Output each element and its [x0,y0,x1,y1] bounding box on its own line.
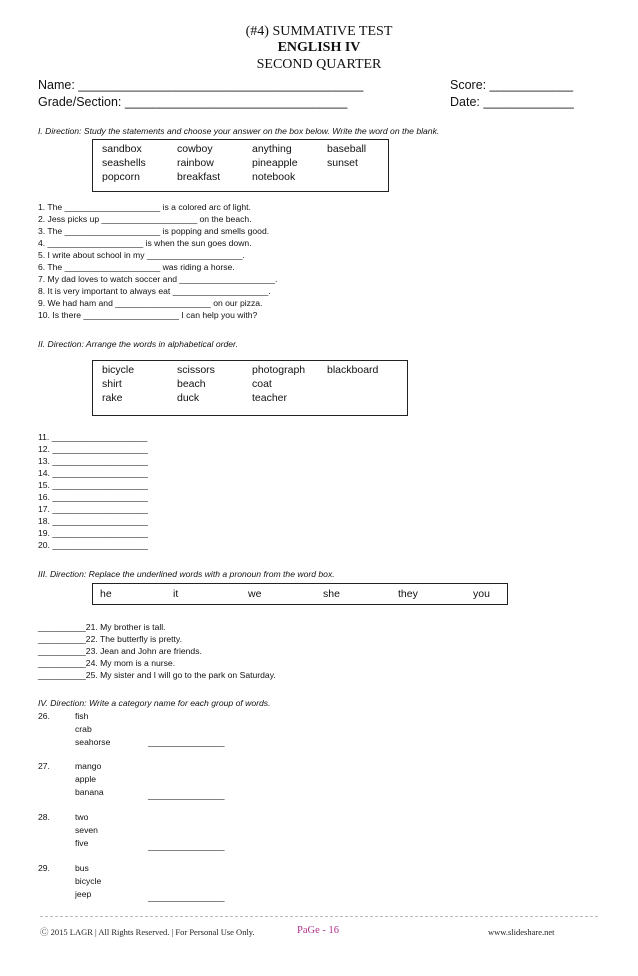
word-box-word: popcorn [102,171,140,183]
part1-direction: I. Direction: Study the statements and choose your answer on the box below. Write the word on the blank. [38,126,440,136]
question-item: __________22. The butterfly is pretty. [38,634,182,644]
word-box-word: beach [177,378,206,390]
word-box-word: teacher [252,392,288,404]
category-word: apple [75,774,97,784]
question-item: __________23. Jean and John are friends. [38,646,202,656]
word-box-word: blackboard [327,364,379,376]
category-word: five [75,838,89,848]
category-word: seven [75,825,98,835]
word-box-word: baseball [327,143,367,155]
answer-line: 11. ____________________ [38,432,148,442]
question-item: 5. I write about school in my ____________________. [38,250,245,260]
answer-line: 13. ____________________ [38,456,148,466]
answer-line: 19. ____________________ [38,528,148,538]
category-answer-blank: ________________ [148,790,225,800]
part1-word-box [92,139,389,192]
word-box-word: cowboy [177,143,213,155]
word-box-word: sandbox [102,143,142,155]
category-word: crab [75,724,92,734]
word-box-word: duck [177,392,200,404]
word-box-word: sunset [327,157,358,169]
word-box-word: scissors [177,364,215,376]
answer-line: 16. ____________________ [38,492,148,502]
word-box-word: seashells [102,157,146,169]
word-box-word: coat [252,378,272,390]
category-word: seahorse [75,737,111,747]
question-item: 2. Jess picks up ____________________ on the beach. [38,214,252,224]
category-word: mango [75,761,102,771]
subject-title: ENGLISH IV [277,40,361,55]
category-word: banana [75,787,104,797]
pronoun-word: he [100,588,112,600]
pronoun-word: they [398,588,418,600]
question-item: __________25. My sister and I will go to the park on Saturday. [38,670,276,680]
answer-line: 18. ____________________ [38,516,148,526]
footer-copyright: Ⓒ 2015 LAGR | All Rights Reserved. | For Personal Use Only. [40,927,255,937]
word-box-word: pineapple [252,157,298,169]
word-box-word: shirt [102,378,122,390]
question-item: 6. The ____________________ was riding a horse. [38,262,235,272]
question-item: 4. ____________________ is when the sun goes down. [38,238,252,248]
test-title: (#4) SUMMATIVE TEST [245,24,393,39]
word-box-word: anything [252,143,292,155]
part2-direction: II. Direction: Arrange the words in alphabetical order. [38,339,238,349]
footer-divider [40,916,598,917]
question-item: 3. The ____________________ is popping and smells good. [38,226,270,236]
word-box-word: breakfast [177,171,221,183]
category-answer-blank: ________________ [148,841,225,851]
question-item: __________21. My brother is tall. [38,622,166,632]
category-number: 27. [38,761,50,771]
score-field: Score: ____________ [450,78,574,92]
name-field: Name: _________________________________________ [38,78,364,92]
part4-direction: IV. Direction: Write a category name for each group of words. [38,698,271,708]
date-field: Date: _____________ [450,95,574,109]
category-answer-blank: ________________ [148,892,225,902]
part3-direction: III. Direction: Replace the underlined words with a pronoun from the word box. [38,569,335,579]
question-item: 8. It is very important to always eat ____________________. [38,286,271,296]
category-answer-blank: ________________ [148,737,225,747]
category-word: two [75,812,89,822]
word-box-word: rake [102,392,123,404]
pronoun-word-box [92,583,508,605]
answer-line: 12. ____________________ [38,444,148,454]
part2-word-box [92,360,408,416]
quarter-title: SECOND QUARTER [256,57,382,72]
question-item: 9. We had ham and ____________________ on our pizza. [38,298,263,308]
category-number: 28. [38,812,50,822]
word-box-word: rainbow [177,157,214,169]
question-item: 10. Is there ____________________ I can help you with? [38,310,258,320]
pronoun-word: she [323,588,340,600]
question-item: __________24. My mom is a nurse. [38,658,176,668]
footer-page-number: PaGe - 16 [297,925,339,936]
answer-line: 17. ____________________ [38,504,148,514]
category-word: jeep [75,889,92,899]
word-box-word: photograph [252,364,306,376]
pronoun-word: you [473,588,490,600]
answer-line: 15. ____________________ [38,480,148,490]
category-number: 26. [38,711,50,721]
word-box-word: bicycle [102,364,135,376]
category-number: 29. [38,863,50,873]
category-word: fish [75,711,89,721]
pronoun-word: we [248,588,262,600]
answer-line: 14. ____________________ [38,468,148,478]
category-word: bus [75,863,89,873]
pronoun-word: it [173,588,179,600]
answer-line: 20. ____________________ [38,540,148,550]
question-item: 1. The ____________________ is a colored arc of light. [38,202,251,212]
grade-section-field: Grade/Section: ________________________________ [38,95,348,109]
category-word: bicycle [75,876,102,886]
question-item: 7. My dad loves to watch soccer and ____________________. [38,274,278,284]
word-box-word: notebook [252,171,296,183]
footer-website: www.slideshare.net [488,927,555,937]
